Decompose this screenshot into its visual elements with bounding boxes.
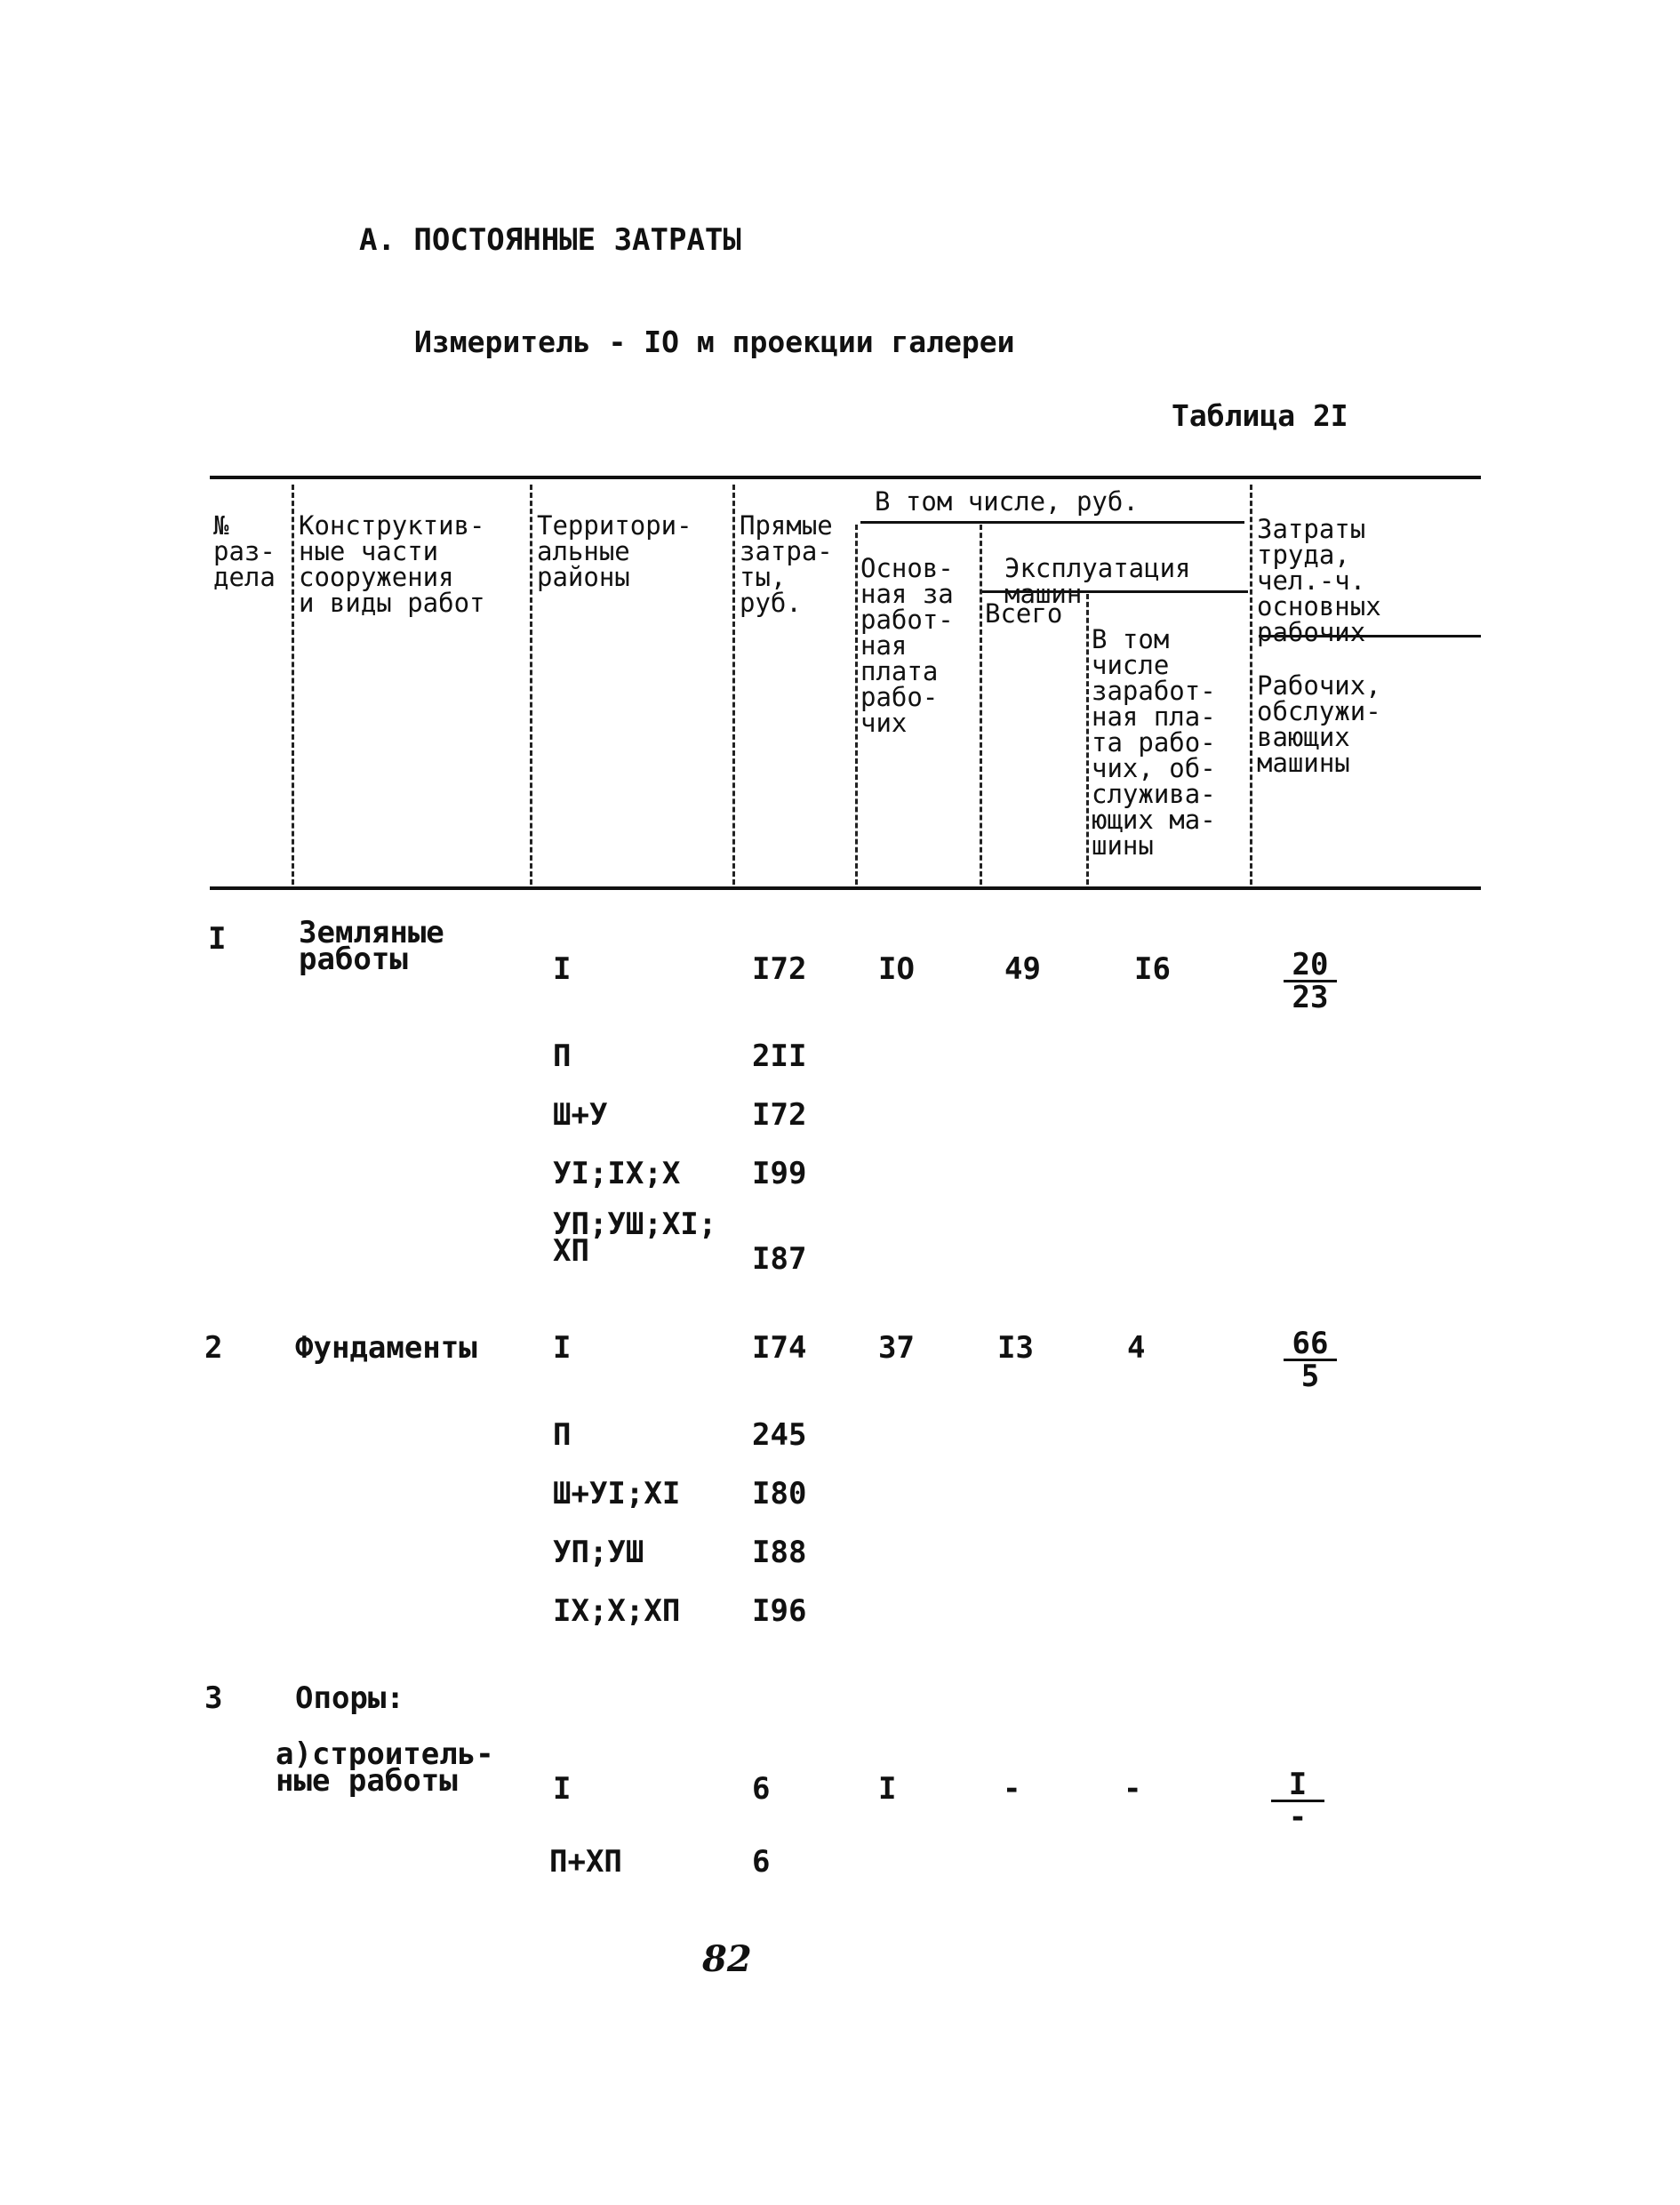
row-labor-fraction xyxy=(1275,1326,1346,1394)
hdr-wages-line: ная за xyxy=(860,579,954,609)
row-region: I xyxy=(553,1330,572,1366)
hdr-incl-line: та рабо- xyxy=(1092,727,1216,758)
row-wages: IO xyxy=(878,951,915,987)
row-part xyxy=(299,915,444,977)
hdr-labor-sub-line: вающих xyxy=(1257,722,1350,752)
hdr-direct-line: затра- xyxy=(740,536,833,566)
row-region: I xyxy=(553,1771,572,1807)
hdr-incl-group: В том числе, руб. xyxy=(875,486,1139,517)
row-direct: 6 xyxy=(752,1771,771,1807)
hdr-num-line: дела xyxy=(213,562,276,592)
row-part-line: Опоры: xyxy=(295,1680,404,1716)
row-region: Ш+УI;XI xyxy=(553,1476,681,1511)
row-direct: I80 xyxy=(752,1476,807,1511)
row-direct: 245 xyxy=(752,1417,807,1453)
hdr-wages xyxy=(860,530,954,736)
row-direct: I72 xyxy=(752,1097,807,1133)
row-region: П+XП xyxy=(549,1844,622,1880)
row-machines-total: 49 xyxy=(1004,951,1041,987)
hdr-incl-line: служива- xyxy=(1092,779,1216,809)
col-sep-5 xyxy=(980,525,982,885)
hdr-parts-line: Конструктив- xyxy=(299,510,485,541)
hdr-incl-line: В том xyxy=(1092,624,1170,654)
hdr-labor-line: чел.-ч. xyxy=(1257,565,1366,596)
row-region: УП;УШ xyxy=(553,1535,644,1570)
labor-bottom: 5 xyxy=(1300,1359,1320,1394)
row-num: 3 xyxy=(204,1680,223,1716)
hdr-parts-line: сооружения xyxy=(299,562,454,592)
row-part-line: Земляные xyxy=(299,915,444,950)
row-direct: 2II xyxy=(752,1038,807,1074)
col-sep-6 xyxy=(1086,594,1089,885)
hdr-wages-line: рабо- xyxy=(860,682,939,712)
labor-top: 66 xyxy=(1292,1326,1329,1361)
row-region: Ш+У xyxy=(553,1097,608,1133)
hdr-labor-sub-line: обслужи- xyxy=(1257,696,1381,726)
row-num: I xyxy=(208,921,227,957)
row-part xyxy=(276,1736,494,1799)
hdr-incl-machine-wages xyxy=(1092,601,1216,859)
hdr-incl-line: заработ- xyxy=(1092,676,1216,706)
hdr-labor-sub xyxy=(1257,647,1381,776)
row-machines-total: I3 xyxy=(997,1330,1034,1366)
row-direct: I88 xyxy=(752,1535,807,1570)
unit-line: Измеритель - IO м проекции галереи xyxy=(414,325,1015,359)
hdr-labor-line: Затраты xyxy=(1257,514,1366,544)
hdr-incl-line: чих, об- xyxy=(1092,753,1216,783)
row-direct: I72 xyxy=(752,951,807,987)
row-region: П xyxy=(553,1417,572,1453)
hdr-incl-line: числе xyxy=(1092,650,1170,680)
row-direct: I99 xyxy=(752,1156,807,1191)
col-sep-2 xyxy=(530,485,532,885)
row-region: П xyxy=(553,1038,572,1074)
labor-bottom: 23 xyxy=(1292,980,1329,1015)
hdr-num-line: № xyxy=(213,510,229,541)
incl-group-underline xyxy=(860,521,1244,524)
row-machines-total: - xyxy=(1003,1771,1021,1807)
row-machine-wages: I6 xyxy=(1134,951,1171,987)
row-part-line: Фундаменты xyxy=(295,1330,477,1366)
hdr-total: Всего xyxy=(985,598,1063,629)
labor-top: 20 xyxy=(1292,947,1329,982)
table-top-rule xyxy=(210,476,1481,479)
page-number: 82 xyxy=(702,1938,752,1980)
hdr-parts xyxy=(299,487,485,616)
hdr-wages-line: плата xyxy=(860,656,939,686)
hdr-wages-line: Основ- xyxy=(860,553,954,583)
row-part-line: а)строитель- xyxy=(276,1736,494,1772)
labor-top: I xyxy=(1288,1767,1308,1802)
hdr-parts-line: и виды работ xyxy=(299,588,485,618)
hdr-regions-line: районы xyxy=(537,562,630,592)
row-direct: I96 xyxy=(752,1593,807,1629)
hdr-wages-line: работ- xyxy=(860,605,954,635)
hdr-labor-sub-line: Рабочих, xyxy=(1257,670,1381,701)
row-part xyxy=(295,1330,477,1366)
hdr-direct-line: ты, xyxy=(740,562,787,592)
row-wages: I xyxy=(878,1771,897,1807)
row-wages: 37 xyxy=(878,1330,915,1366)
hdr-regions-line: альные xyxy=(537,536,630,566)
hdr-machines xyxy=(1004,530,1191,607)
hdr-machines-line: Эксплуатация xyxy=(1004,553,1191,583)
hdr-incl-line: шины xyxy=(1092,830,1154,861)
hdr-num-line: раз- xyxy=(213,536,276,566)
row-direct: I74 xyxy=(752,1330,807,1366)
table-header-bottom-rule xyxy=(210,886,1481,890)
labor-bottom: - xyxy=(1288,1800,1308,1835)
row-region: УI;IX;X xyxy=(553,1156,681,1191)
hdr-direct-line: Прямые xyxy=(740,510,833,541)
hdr-parts-line: ные части xyxy=(299,536,439,566)
row-num: 2 xyxy=(204,1330,223,1366)
row-part-line: работы xyxy=(299,942,408,977)
row-machine-wages: - xyxy=(1124,1771,1142,1807)
hdr-wages-line: ная xyxy=(860,630,908,661)
row-region: IX;X;XП xyxy=(553,1593,681,1629)
row-region: I xyxy=(553,951,572,987)
hdr-labor-sub-line: машины xyxy=(1257,748,1350,778)
row-direct: I87 xyxy=(752,1241,807,1277)
hdr-direct-line: руб. xyxy=(740,588,802,618)
hdr-regions-line: Территори- xyxy=(537,510,692,541)
col-sep-3 xyxy=(732,485,735,885)
hdr-labor-line: рабочих xyxy=(1257,617,1366,647)
hdr-labor xyxy=(1257,491,1381,645)
hdr-machines-line: машин xyxy=(1004,579,1083,609)
hdr-labor-line: основных xyxy=(1257,591,1381,621)
row-machine-wages: 4 xyxy=(1127,1330,1146,1366)
row-labor-fraction xyxy=(1262,1767,1333,1835)
hdr-regions xyxy=(537,487,692,590)
hdr-wages-line: чих xyxy=(860,708,908,738)
section-title: А. ПОСТОЯННЫЕ ЗАТРАТЫ xyxy=(359,222,741,258)
hdr-incl-line: ющих ма- xyxy=(1092,805,1216,835)
row-part-line: ные работы xyxy=(276,1763,458,1799)
col-sep-7 xyxy=(1250,485,1252,885)
table-label: Таблица 2I xyxy=(1172,398,1348,433)
hdr-labor-line: труда, xyxy=(1257,540,1350,570)
col-sep-4 xyxy=(855,525,858,885)
row-labor-fraction xyxy=(1275,947,1346,1015)
row-direct: 6 xyxy=(752,1844,771,1880)
hdr-num xyxy=(213,487,276,590)
hdr-incl-line: ная пла- xyxy=(1092,702,1216,732)
hdr-direct xyxy=(740,487,833,616)
col-sep-1 xyxy=(292,485,294,885)
row-region: УП;УШ;XI; XП xyxy=(553,1207,717,1269)
row-part xyxy=(295,1680,404,1716)
